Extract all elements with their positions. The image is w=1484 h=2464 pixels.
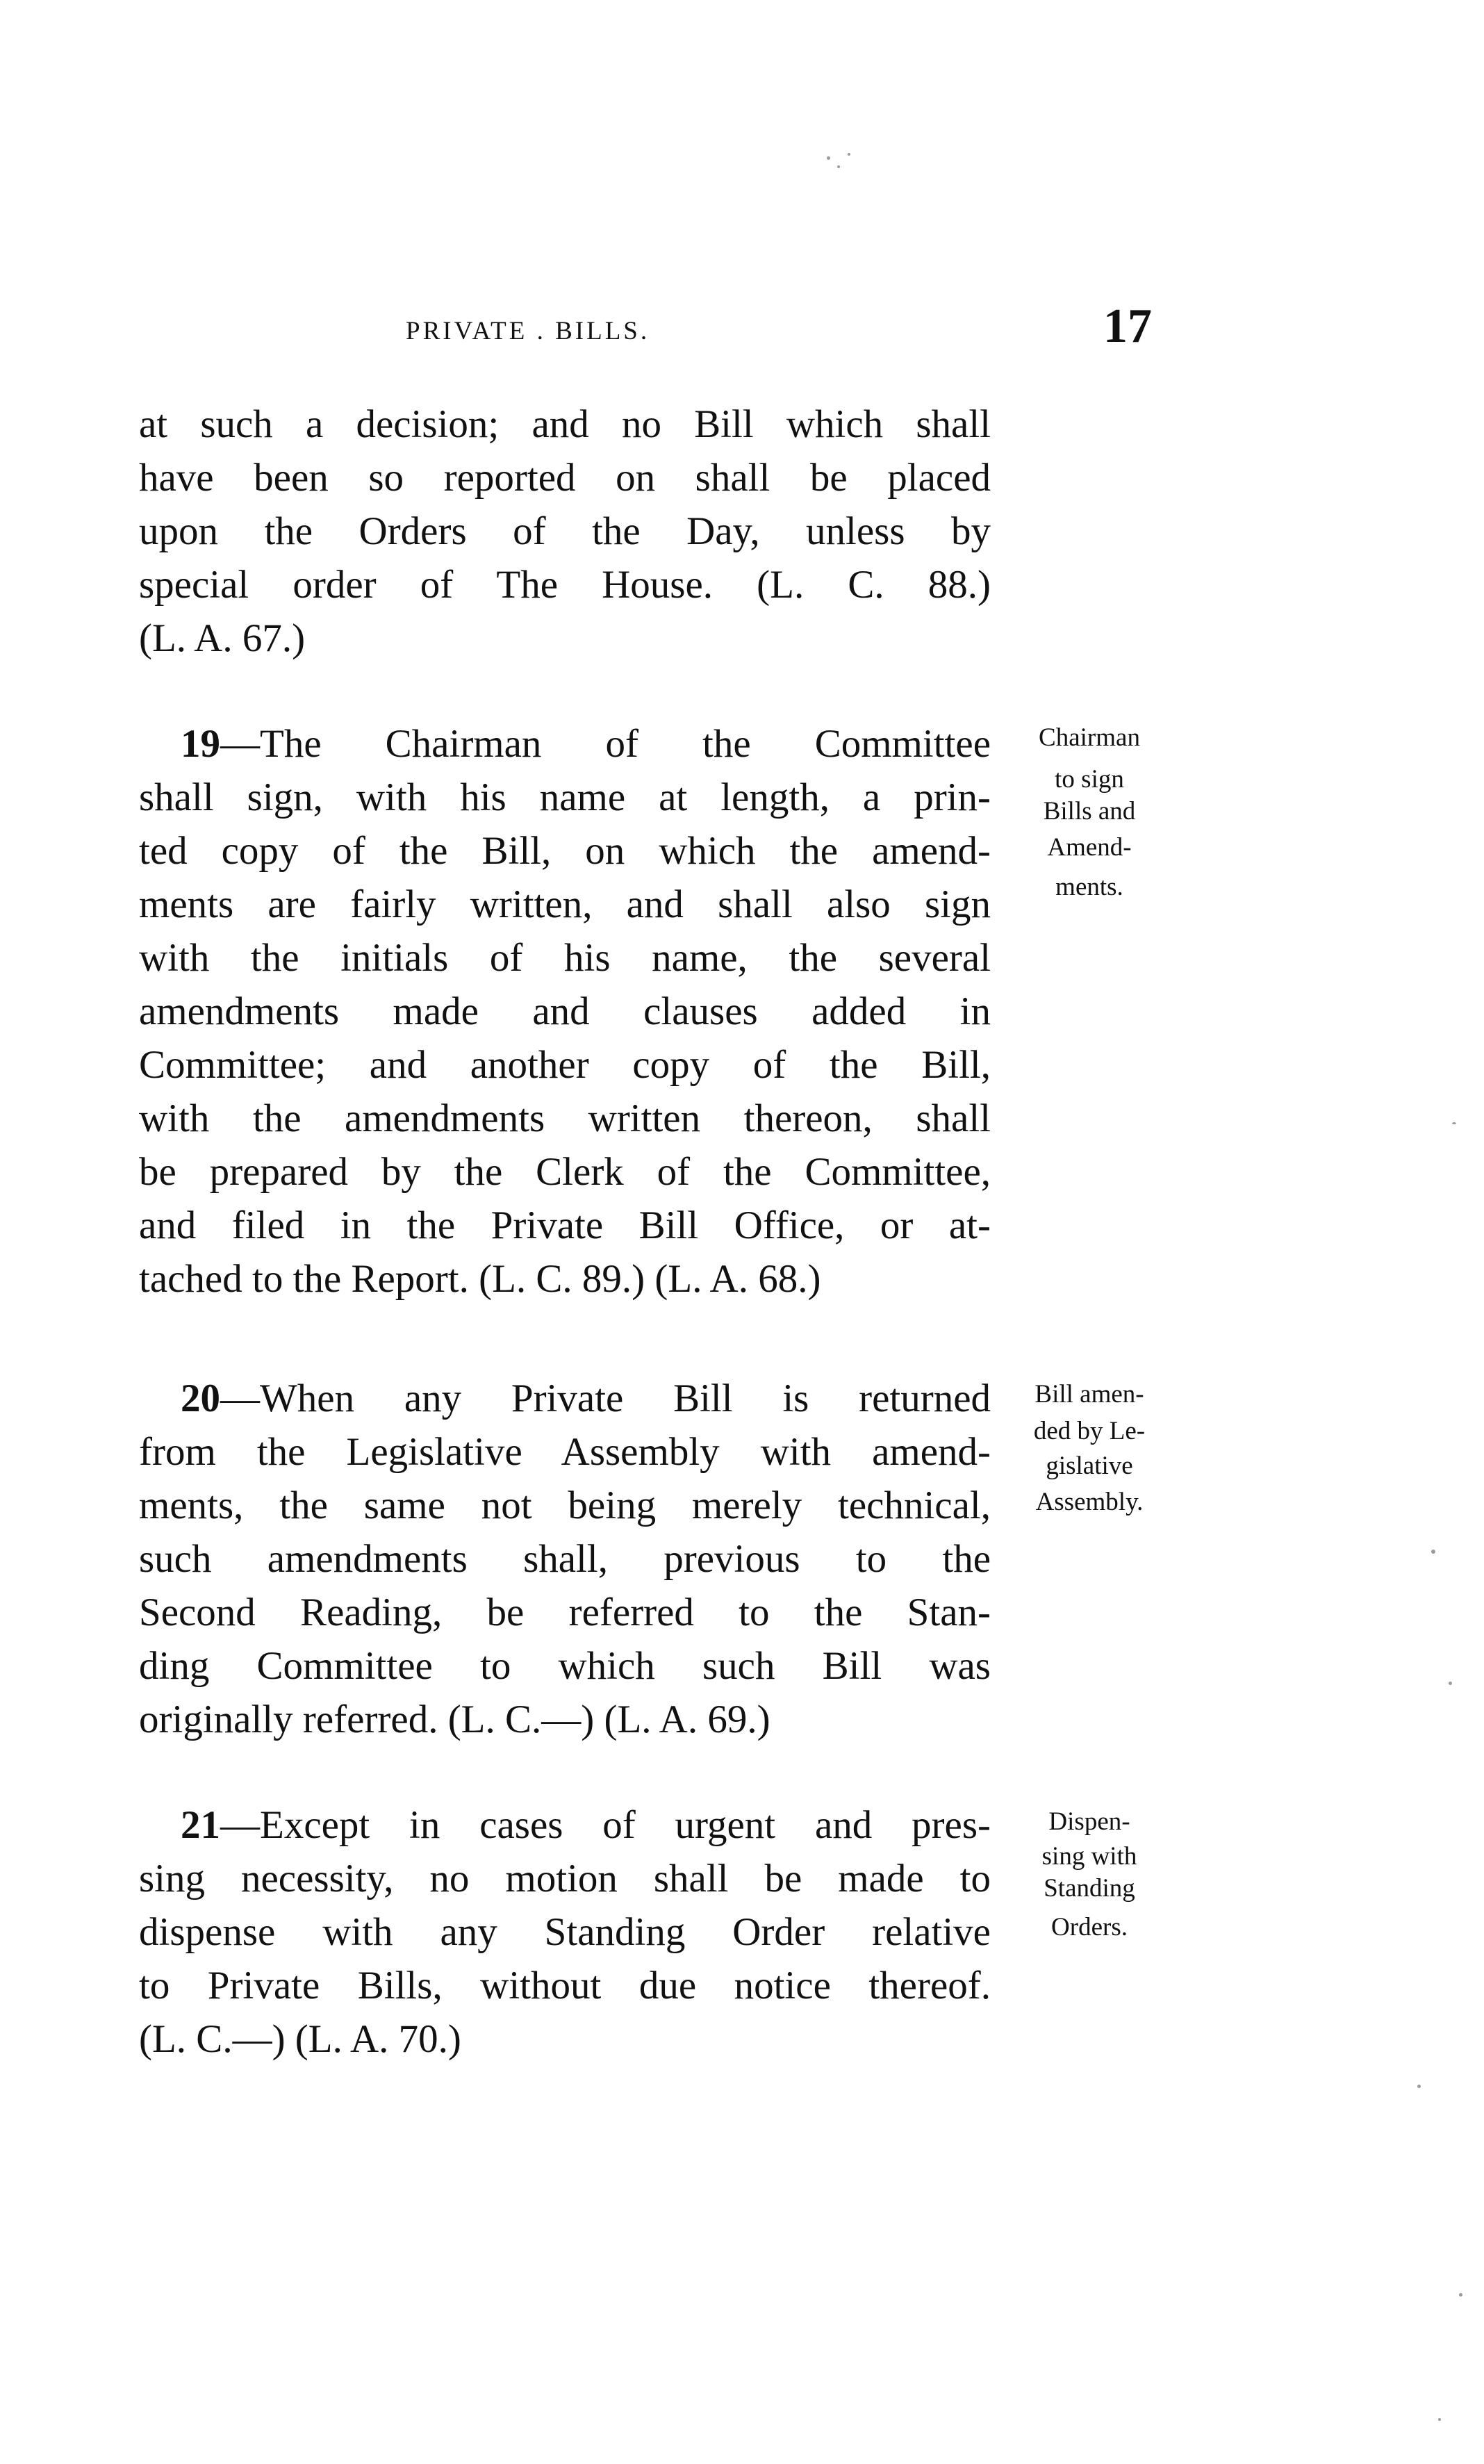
scan-speck <box>1417 2085 1421 2088</box>
sidenote-line: Amend- <box>1047 833 1132 862</box>
section-line: with the amendments written thereon, shall <box>139 1097 991 1140</box>
scan-speck <box>1438 2418 1441 2421</box>
page-number: 17 <box>1103 299 1152 353</box>
scan-speck <box>837 165 840 168</box>
scan-speck <box>1431 1550 1435 1554</box>
sidenote-line: Bill amen- <box>1034 1380 1144 1408</box>
section-line: (L. C.—) (L. A. 70.) <box>139 2017 461 2061</box>
section-21-first-line: 21—Except in cases of urgent and pres- <box>181 1803 991 1847</box>
sidenote-line: ded by Le- <box>1033 1417 1146 1445</box>
section-line: originally referred. (L. C.—) (L. A. 69.) <box>139 1698 770 1741</box>
section-line: dispense with any Standing Order relative <box>139 1910 991 1954</box>
continuation-line: upon the Orders of the Day, unless by <box>139 509 991 553</box>
sidenote-line: Assembly. <box>1035 1488 1144 1516</box>
section-line: amendments made and clauses added in <box>139 989 991 1033</box>
sidenote-line: to sign <box>1055 765 1124 794</box>
section-line: from the Legislative Assembly with amend- <box>139 1430 991 1474</box>
continuation-line: at such a decision; and no Bill which shall <box>139 402 991 446</box>
section-line: to Private Bills, without due notice thereof. <box>139 1964 991 2007</box>
section-number: 19 <box>181 722 220 766</box>
section-line: Committee; and another copy of the Bill, <box>139 1043 991 1087</box>
section-line: tached to the Report. (L. C. 89.) (L. A. 68.) <box>139 1257 821 1301</box>
section-line: ding Committee to which such Bill was <box>139 1644 991 1688</box>
section-line: Second Reading, be referred to the Stan- <box>139 1591 991 1634</box>
section-20-first-line: 20—When any Private Bill is returned <box>181 1377 991 1420</box>
scan-speck <box>848 153 850 156</box>
scan-speck <box>1459 2293 1462 2297</box>
continuation-line: special order of The House. (L. C. 88.) <box>139 563 991 607</box>
section-line: ted copy of the Bill, on which the amend- <box>139 829 991 873</box>
sidenote-line: Bills and <box>1043 797 1136 826</box>
sidenote-line: ments. <box>1055 873 1123 901</box>
sidenote-line: Dispen- <box>1048 1807 1130 1836</box>
section-line: be prepared by the Clerk of the Committee, <box>139 1150 991 1194</box>
continuation-line: (L. A. 67.) <box>139 616 306 660</box>
continuation-line: have been so reported on shall be placed <box>139 456 991 500</box>
section-line: ments are fairly written, and shall also sign <box>139 882 991 926</box>
sidenote-line: sing with <box>1041 1842 1137 1871</box>
scan-speck <box>1452 1122 1456 1124</box>
scan-speck <box>827 156 830 160</box>
section-line: with the initials of his name, the several <box>139 936 991 980</box>
section-line: such amendments shall, previous to the <box>139 1537 991 1581</box>
sidenote-line: gislative <box>1046 1452 1133 1480</box>
section-line: shall sign, with his name at length, a prin- <box>139 775 991 819</box>
section-line: and filed in the Private Bill Office, or at- <box>139 1204 991 1247</box>
sidenote-line: Standing <box>1044 1874 1135 1903</box>
sidenote-line: Orders. <box>1051 1913 1128 1941</box>
section-19-first-line: 19—The Chairman of the Committee <box>181 722 991 766</box>
scan-speck <box>1449 1682 1452 1685</box>
section-line: sing necessity, no motion shall be made to <box>139 1857 991 1900</box>
section-number: 21 <box>181 1803 220 1847</box>
sidenote-line: Chairman <box>1039 723 1140 752</box>
running-title: PRIVATE . BILLS. <box>406 317 650 345</box>
section-line: ments, the same not being merely technical, <box>139 1484 991 1527</box>
section-number: 20 <box>181 1377 220 1420</box>
